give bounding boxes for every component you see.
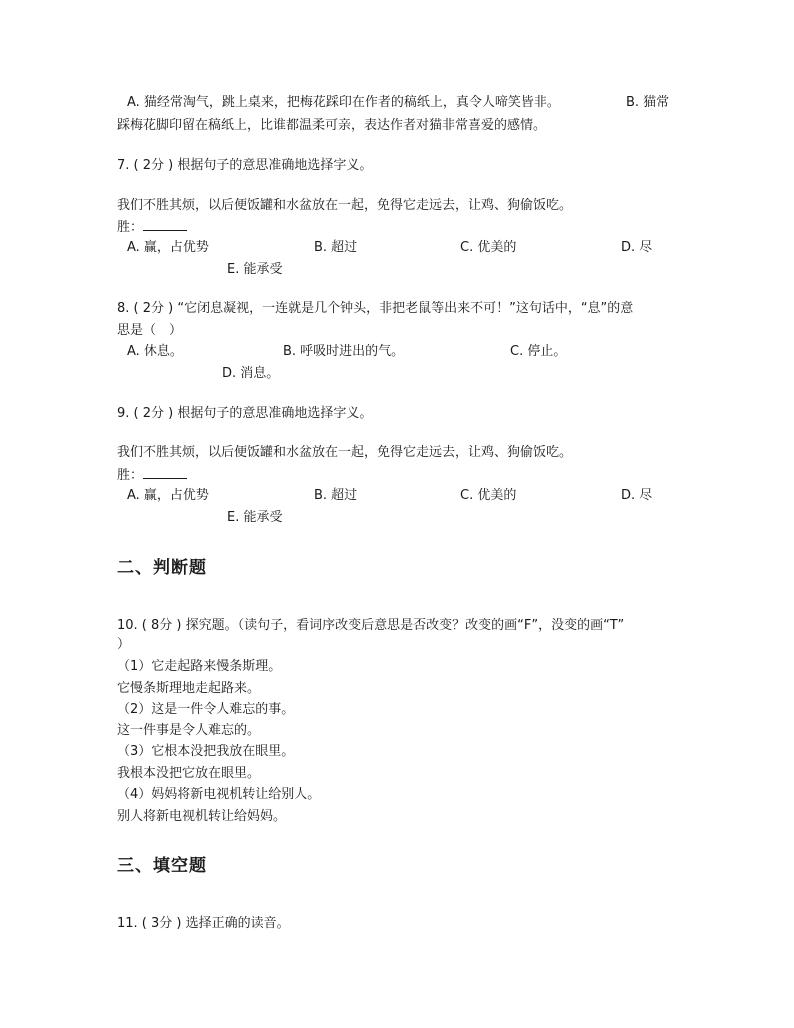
q7-sentence: 我们不胜其烦，以后便饭罐和水盆放在一起，免得它走远去，让鸡、狗偷饭吃。: [117, 198, 573, 213]
q8-option-a: A. 休息。: [127, 344, 183, 359]
q11-stem: 11. ( 3分 ) 选择正确的读音。: [117, 916, 290, 931]
q9-blank-line: [117, 466, 187, 485]
q9-option-a: A. 赢，占优势: [127, 488, 209, 503]
q10-line: 我根本没把它放在眼里。: [117, 766, 261, 781]
q9-option-e: E. 能承受: [227, 510, 283, 525]
q7-answer-blank[interactable]: [143, 218, 187, 231]
q9-option-d: D. 尽: [621, 488, 653, 503]
q10-stem-line1: 10. ( 8分 ) 探究题。（读句子，看词序改变后意思是否改变？改变的画“F”，没变的画“T”: [117, 618, 625, 633]
q7-stem: 7. ( 2分 ) 根据句子的意思准确地选择字义。: [117, 158, 373, 173]
q9-option-b: B. 超过: [314, 488, 358, 503]
q7-blank-line: [117, 218, 187, 237]
q8-option-d: D. 消息。: [222, 366, 280, 381]
q10-line: （4）妈妈将新电视机转让给别人。: [117, 787, 321, 802]
q7-blank-label: 胜：: [117, 220, 144, 235]
q10-line: （2）这是一件令人难忘的事。: [117, 702, 295, 717]
q10-stem-line2: ）: [117, 637, 131, 652]
q8-stem-line1: 8. ( 2分 ) “它闭息凝视，一连就是几个钟头，非把老鼠等出来不可！”这句话中，“息”的意: [117, 301, 634, 316]
q8-stem-line2: 思是（ ）: [117, 323, 183, 338]
q9-option-c: C. 优美的: [460, 488, 517, 503]
q6-option-b-start: B. 猫常: [626, 95, 670, 110]
q10-line: （3）它根本没把我放在眼里。: [117, 744, 295, 759]
q8-option-b: B. 呼吸时进出的气。: [283, 344, 405, 359]
q9-answer-blank[interactable]: [143, 466, 187, 479]
q8-option-c: C. 停止。: [510, 344, 567, 359]
q10-line: 这一件事是令人难忘的。: [117, 723, 261, 738]
section-heading-fill-in: 三、填空题: [117, 856, 207, 876]
q7-option-e: E. 能承受: [227, 262, 283, 277]
q10-line: 它慢条斯理地走起路来。: [117, 681, 261, 696]
q9-stem: 9. ( 2分 ) 根据句子的意思准确地选择字义。: [117, 406, 373, 421]
q7-option-a: A. 赢，占优势: [127, 240, 209, 255]
q6-option-b-continued: 踩梅花脚印留在稿纸上，比谁都温柔可亲，表达作者对猫非常喜爱的感情。: [117, 118, 547, 133]
q6-option-a: A. 猫经常淘气，跳上桌来，把梅花踩印在作者的稿纸上，真令人啼笑皆非。: [127, 95, 560, 110]
q7-option-b: B. 超过: [314, 240, 358, 255]
q9-blank-label: 胜：: [117, 468, 144, 483]
q7-option-c: C. 优美的: [460, 240, 517, 255]
q7-option-d: D. 尽: [621, 240, 653, 255]
q10-line: 别人将新电视机转让给妈妈。: [117, 809, 287, 824]
q9-sentence: 我们不胜其烦，以后便饭罐和水盆放在一起，免得它走远去，让鸡、狗偷饭吃。: [117, 445, 573, 460]
section-heading-judgment: 二、判断题: [117, 558, 207, 578]
q10-line: （1）它走起路来慢条斯理。: [117, 659, 282, 674]
